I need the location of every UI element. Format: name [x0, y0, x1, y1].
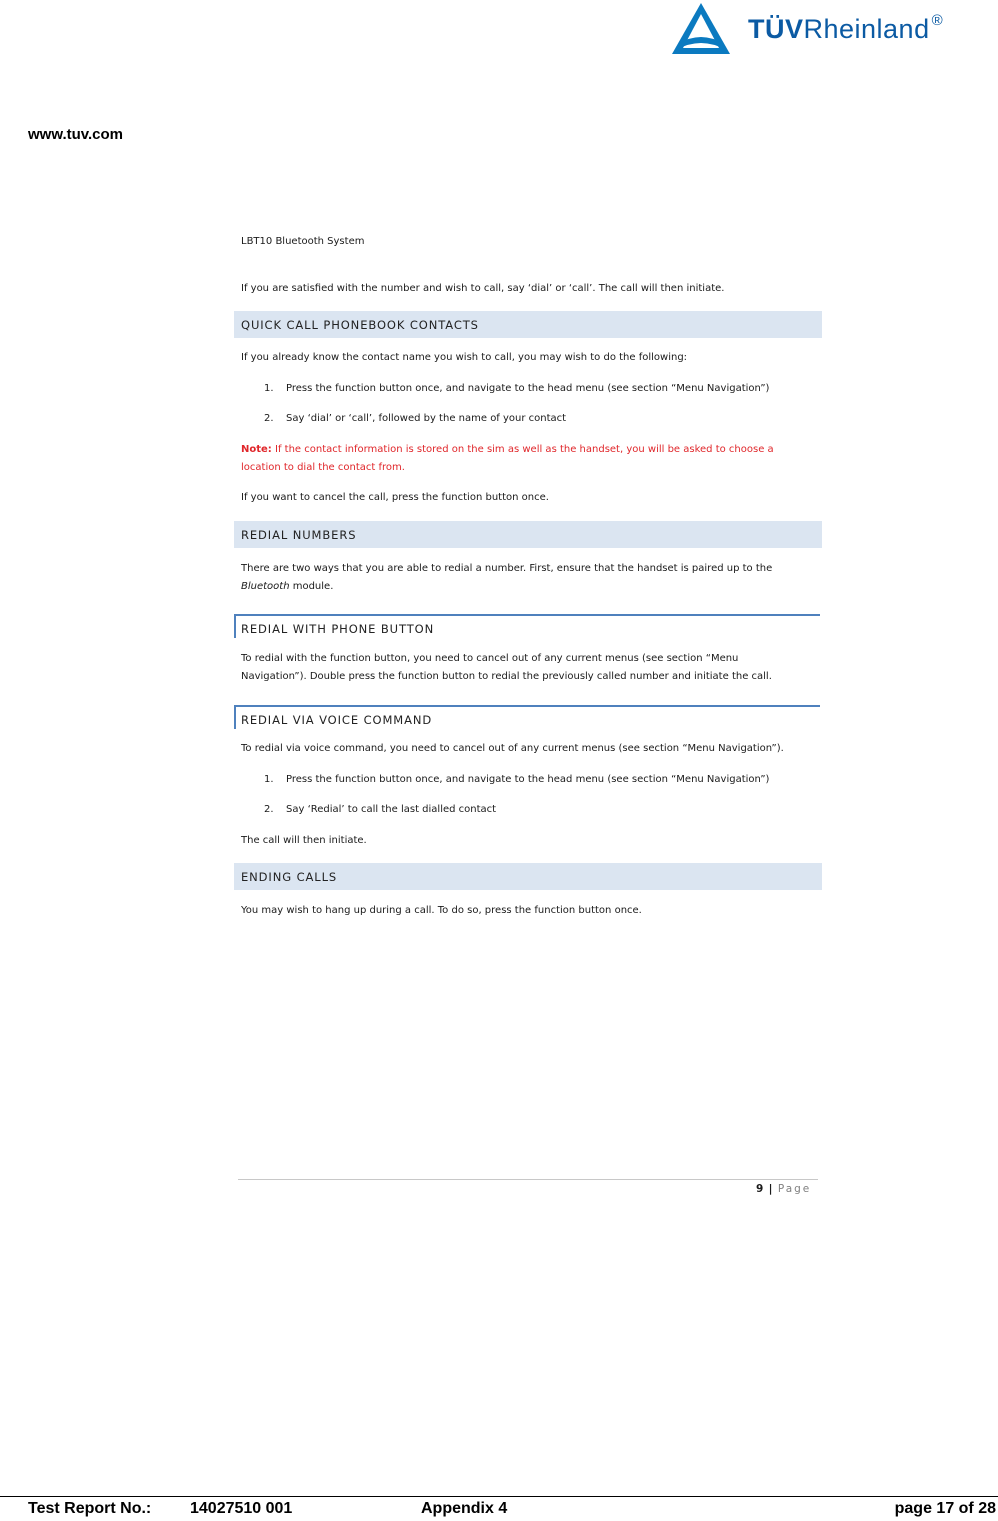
intro-text: If you are satisfied with the number and wish to call, say ‘dial’ or ‘call’. The call will then initiate. [241, 283, 725, 294]
section-heading-redial: REDIAL NUMBERS [234, 521, 822, 548]
quick-call-lead: If you already know the contact name you wish to call, you may wish to do the following: [241, 352, 688, 363]
step-number: 1. [264, 774, 274, 785]
redial-text-cont: Bluetooth module. [241, 581, 334, 592]
note-text-cont: location to dial the contact from. [241, 462, 405, 473]
step-text: Press the function button once, and navigate to the head menu (see section “Menu Navigation”) [286, 774, 770, 785]
logo-wordmark: TÜVRheinland ® [748, 12, 944, 44]
step-number: 2. [264, 413, 274, 424]
page-number: 9 | Page [756, 1183, 812, 1195]
step-number: 1. [264, 383, 274, 394]
redial-voice-lead: To redial via voice command, you need to cancel out of any current menus (see section “Menu Navigation”). [241, 743, 784, 754]
report-number: 14027510 001 [190, 1500, 293, 1517]
cancel-text: If you want to cancel the call, press the function button once. [241, 492, 549, 503]
triangle-logo-icon [668, 0, 734, 58]
step-text: Say ‘dial’ or ‘call’, followed by the name of your contact [286, 413, 567, 424]
subheading-redial-phone: REDIAL WITH PHONE BUTTON [234, 614, 820, 638]
tuv-logo [668, 0, 998, 60]
section-heading-quick-call: QUICK CALL PHONEBOOK CONTACTS [234, 311, 822, 338]
note-text: Note: If the contact information is stored on the sim as well as the handset, you will be asked to choose a [241, 444, 774, 455]
redial-phone-text: To redial with the function button, you need to cancel out of any current menus (see section “Menu [241, 653, 739, 664]
page-count: page 17 of 28 [894, 1500, 996, 1517]
footer-rule [0, 1496, 998, 1497]
appendix-label: Appendix 4 [421, 1500, 508, 1517]
ending-text: You may wish to hang up during a call. To do so, press the function button once. [241, 905, 642, 916]
report-label: Test Report No.: [28, 1500, 152, 1517]
redial-voice-outro: The call will then initiate. [241, 835, 367, 846]
document-title: LBT10 Bluetooth System [241, 236, 365, 247]
section-heading-ending: ENDING CALLS [234, 863, 822, 890]
redial-text: There are two ways that you are able to redial a number. First, ensure that the handset is paired up to the [241, 563, 773, 574]
step-text: Say ‘Redial’ to call the last dialled contact [286, 804, 497, 815]
page-rule [238, 1179, 818, 1180]
subheading-redial-voice: REDIAL VIA VOICE COMMAND [234, 705, 820, 729]
step-text: Press the function button once, and navigate to the head menu (see section “Menu Navigation”) [286, 383, 770, 394]
website-link[interactable]: www.tuv.com [28, 126, 124, 143]
redial-phone-text-cont: Navigation”). Double press the function button to redial the previously called number and initiate the call. [241, 671, 772, 682]
step-number: 2. [264, 804, 274, 815]
